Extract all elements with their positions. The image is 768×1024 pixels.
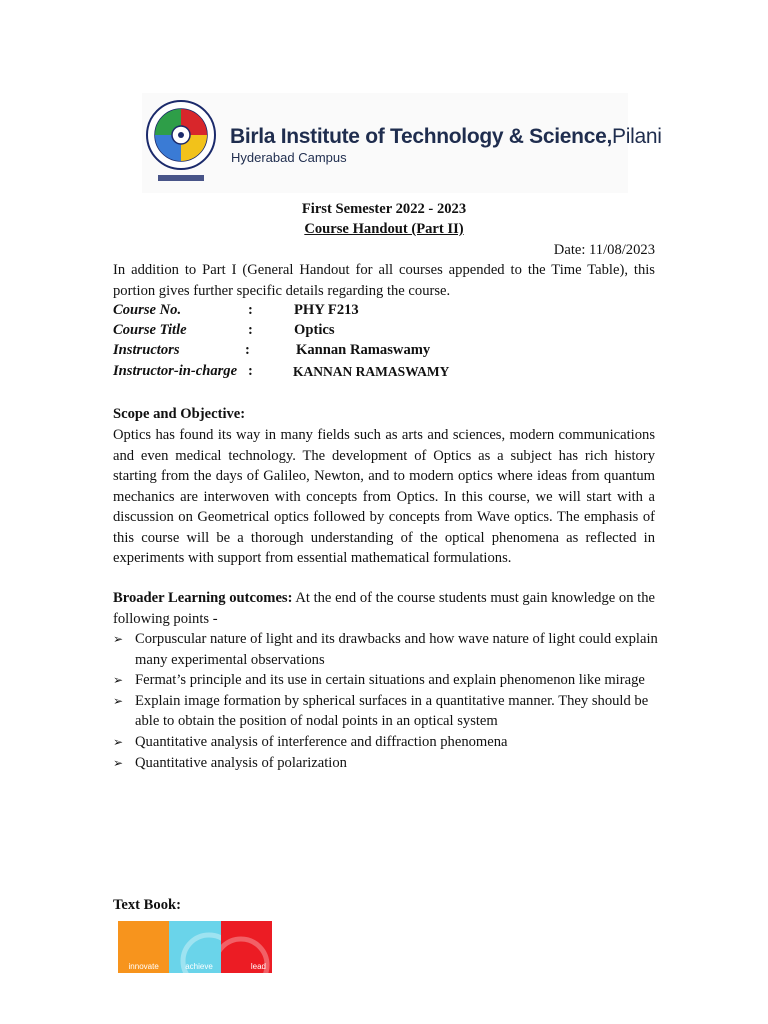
list-item: ➢ Quantitative analysis of polarization — [113, 753, 669, 774]
outcomes-heading: Broader Learning outcomes: — [113, 590, 293, 606]
institute-logo — [142, 93, 662, 193]
innovate-segment: innovate — [118, 921, 169, 973]
list-item: ➢ Fermat’s principle and its use in certain situations and explain phenomenon like mirage — [113, 670, 669, 691]
lead-segment: lead — [221, 921, 272, 973]
course-no-label: Course No. — [113, 302, 182, 318]
instructor-in-charge-colon: : — [248, 363, 253, 379]
list-item: ➢ Explain image formation by spherical surfaces in a quantitative manner. They should be able to obtain the position of nodal points in an optical system — [113, 692, 649, 730]
textbook-heading: Text Book: — [113, 897, 181, 913]
institute-seal-icon — [144, 95, 218, 187]
course-title-colon: : — [248, 322, 253, 338]
instructor-in-charge-label: Instructor-in-charge — [113, 363, 238, 379]
instructors-label: Instructors — [113, 342, 180, 358]
arrow-bullet-icon: ➢ — [113, 734, 124, 749]
arrow-bullet-icon: ➢ — [113, 693, 124, 708]
list-item: ➢ Corpuscular nature of light and its drawbacks and how wave nature of light could explain many experimental observations — [113, 631, 658, 668]
arrow-bullet-icon: ➢ — [113, 673, 124, 688]
list-item: ➢ Quantitative analysis of interference and diffraction phenomena — [113, 732, 669, 753]
instructors-colon: : — [245, 342, 250, 358]
institute-name: Birla Institute of Technology & Science,Pilani — [230, 125, 662, 148]
intro-paragraph: In addition to Part I (General Handout for all courses appended to the Time Table), this portion gives further specific details regarding the course. — [113, 262, 655, 299]
outcomes-intro: Broader Learning outcomes: At the end of the course students must gain knowledge on the following points - — [113, 590, 655, 627]
semester-title: First Semester 2022 - 2023 — [301, 201, 467, 217]
course-title-label: Course Title — [113, 322, 187, 338]
outcomes-list — [113, 629, 669, 773]
achieve-segment: achieve — [169, 921, 220, 973]
arrow-bullet-icon: ➢ — [113, 632, 124, 646]
campus-name: Hyderabad Campus — [231, 150, 347, 165]
handout-title: Course Handout (Part II) — [304, 221, 464, 237]
scope-heading: Scope and Objective: — [113, 406, 246, 422]
course-title-value: Optics — [294, 322, 335, 338]
handout-date: Date: 11/08/2023 — [553, 242, 655, 258]
course-no-colon: : — [248, 302, 253, 318]
scope-paragraph: Optics has found its way in many fields such as arts and sciences, modern communications and even medical technology. The development of Optics as a subject has rich history starting from the days of Galileo, Newton, and to modern optics where ideas from quantum mechanics are interwoven with concepts from Optics. In this course, we will start with a discussion on Geometrical optics followed by concepts from Wave optics. The emphasis of this course will be a thorough understanding of the optical phenomena as reflected in experiments with support from essential mathematical formulations. — [113, 427, 655, 566]
instructor-in-charge-value: KANNAN RAMASWAMY — [293, 364, 450, 379]
instructors-value: Kannan Ramaswamy — [296, 342, 431, 358]
course-no-value: PHY F213 — [294, 302, 359, 318]
arrow-bullet-icon: ➢ — [113, 755, 124, 770]
innovate-achieve-lead-banner — [118, 921, 272, 973]
